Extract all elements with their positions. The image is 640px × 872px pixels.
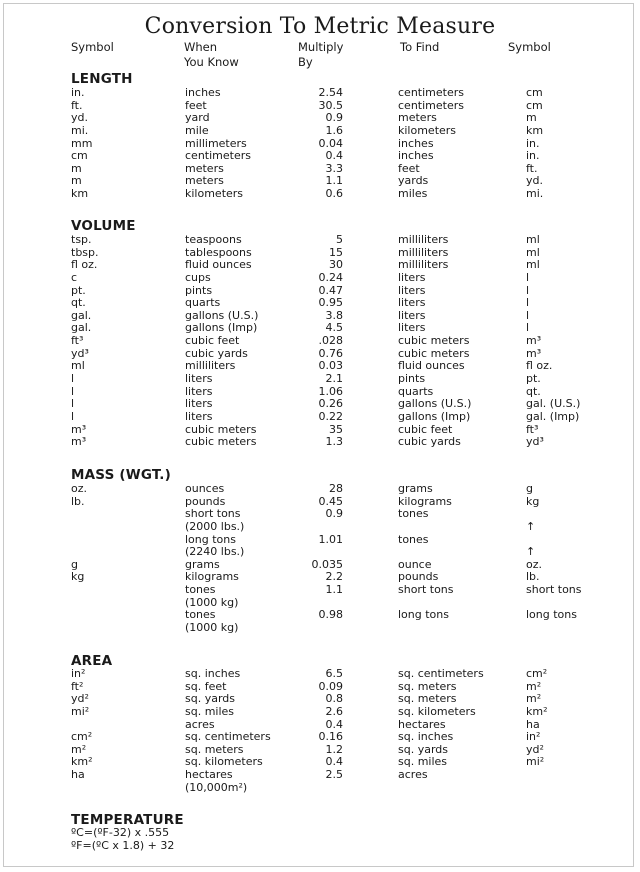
multiply-by-cell: 15	[329, 245, 343, 259]
to-find-cell: pints	[398, 372, 426, 386]
multiply-by-cell: 2.5	[325, 768, 343, 782]
to-find-cell: sq. meters	[398, 679, 457, 693]
when-you-know-cell: gallons (U.S.)	[185, 308, 259, 322]
result-symbol-cell: l	[526, 308, 530, 322]
when-you-know-cell: pints	[185, 283, 213, 297]
symbol-cell: km²	[71, 755, 93, 769]
result-symbol-cell: cm	[526, 98, 543, 112]
table-row	[0, 534, 640, 547]
to-find-cell: gallons (U.S.)	[398, 397, 472, 411]
when-you-know-cell: tones	[185, 608, 216, 622]
symbol-cell: ft.	[71, 98, 83, 112]
table-row	[0, 163, 640, 176]
to-find-cell: milliliters	[398, 245, 449, 259]
when-you-know-cell: (2240 lbs.)	[185, 545, 245, 559]
volume-table	[0, 234, 640, 449]
multiply-by-cell: 3.3	[325, 161, 343, 175]
to-find-cell: sq. centimeters	[398, 667, 484, 680]
symbol-cell: m²	[71, 742, 87, 756]
multiply-by-cell: 0.98	[318, 608, 343, 622]
multiply-by-cell: 2.2	[325, 570, 343, 584]
table-row	[0, 373, 640, 386]
to-find-cell: liters	[398, 296, 426, 310]
table-row	[0, 310, 640, 323]
multiply-by-cell: 1.1	[325, 583, 343, 597]
when-you-know-cell: gallons (Imp)	[185, 321, 258, 335]
symbol-cell: m³	[71, 435, 87, 449]
when-you-know-cell: kilograms	[185, 570, 239, 584]
header-symbol: Symbol	[71, 40, 114, 54]
to-find-cell: kilograms	[398, 494, 452, 508]
to-find-cell: fluid ounces	[398, 359, 465, 373]
when-you-know-cell: tablespoons	[185, 245, 252, 259]
section-title-temperature: TEMPERATURE	[71, 812, 184, 828]
when-you-know-cell: (10,000m²)	[185, 780, 248, 794]
when-you-know-cell: cubic yards	[185, 346, 248, 360]
to-find-cell: inches	[398, 149, 434, 163]
symbol-cell: l	[71, 372, 75, 386]
result-symbol-cell: pt.	[526, 372, 541, 386]
result-symbol-cell: mi²	[526, 755, 545, 769]
multiply-by-cell: 0.03	[318, 359, 343, 373]
multiply-by-cell: 0.22	[318, 409, 343, 423]
when-you-know-cell: meters	[185, 161, 224, 175]
to-find-cell: milliliters	[398, 258, 449, 272]
symbol-cell: gal.	[71, 321, 92, 335]
when-you-know-cell: sq. kilometers	[185, 755, 263, 769]
multiply-by-cell: 28	[329, 482, 343, 495]
symbol-cell: l	[71, 397, 75, 411]
result-symbol-cell: gal. (U.S.)	[526, 397, 581, 411]
symbol-cell: pt.	[71, 283, 86, 297]
when-you-know-cell: (2000 lbs.)	[185, 519, 245, 533]
table-row	[0, 360, 640, 373]
multiply-by-cell: 1.3	[325, 435, 343, 449]
table-row	[0, 112, 640, 125]
multiply-by-cell: 0.9	[325, 507, 343, 521]
table-row	[0, 424, 640, 437]
when-you-know-cell: millimeters	[185, 136, 247, 150]
to-find-cell: sq. miles	[398, 755, 448, 769]
when-you-know-cell: sq. meters	[185, 742, 244, 756]
symbol-cell: c	[71, 270, 78, 284]
multiply-by-cell: 3.8	[325, 308, 343, 322]
multiply-by-cell: 0.76	[318, 346, 343, 360]
celsius-formula: ºC=(ºF-32) x .555	[71, 826, 170, 839]
symbol-cell: cm²	[71, 730, 93, 744]
fahrenheit-formula: ºF=(ºC x 1.8) + 32	[71, 839, 175, 852]
symbol-cell: kg	[71, 570, 85, 584]
multiply-by-cell: 0.26	[318, 397, 343, 411]
result-symbol-cell: ha	[526, 717, 540, 731]
multiply-by-cell: 0.16	[318, 730, 343, 744]
table-row	[0, 769, 640, 782]
result-symbol-cell: l	[526, 283, 530, 297]
result-symbol-cell: l	[526, 296, 530, 310]
when-you-know-cell: milliliters	[185, 359, 236, 373]
multiply-by-cell: 0.24	[318, 270, 343, 284]
when-you-know-cell: inches	[185, 86, 221, 99]
result-symbol-cell: in²	[526, 730, 541, 744]
to-find-cell: miles	[398, 187, 428, 201]
multiply-by-cell: 0.45	[318, 494, 343, 508]
multiply-by-cell: 0.04	[318, 136, 343, 150]
to-find-cell: tones	[398, 507, 429, 521]
symbol-cell: ml	[71, 359, 85, 373]
when-you-know-cell: acres	[185, 717, 215, 731]
when-you-know-cell: sq. centimeters	[185, 730, 271, 744]
to-find-cell: yards	[398, 174, 429, 188]
symbol-cell: tbsp.	[71, 245, 99, 259]
to-find-cell: centimeters	[398, 98, 464, 112]
when-you-know-cell: liters	[185, 397, 213, 411]
multiply-by-cell: 0.4	[325, 755, 343, 769]
when-you-know-cell: liters	[185, 384, 213, 398]
table-row	[0, 756, 640, 769]
result-symbol-cell: yd.	[526, 174, 543, 188]
to-find-cell: sq. yards	[398, 742, 448, 756]
symbol-cell: m³	[71, 422, 87, 436]
symbol-cell: yd²	[71, 692, 89, 706]
multiply-by-cell: 30	[329, 258, 343, 272]
symbol-cell: lb.	[71, 494, 85, 508]
table-row	[0, 546, 640, 559]
symbol-cell: in²	[71, 667, 86, 680]
length-table	[0, 87, 640, 201]
symbol-cell: tsp.	[71, 233, 92, 246]
when-you-know-cell: sq. inches	[185, 667, 241, 680]
table-row	[0, 559, 640, 572]
symbol-cell: ft²	[71, 679, 84, 693]
to-find-cell: acres	[398, 768, 428, 782]
multiply-by-cell: 6.5	[325, 667, 343, 680]
multiply-by-cell: 4.5	[325, 321, 343, 335]
section-title-area: AREA	[71, 653, 113, 669]
when-you-know-cell: kilometers	[185, 187, 244, 201]
page-title: Conversion To Metric Measure	[144, 14, 496, 39]
to-find-cell: long tons	[398, 608, 449, 622]
multiply-by-cell: 2.1	[325, 372, 343, 386]
multiply-by-cell: 0.035	[311, 557, 343, 571]
symbol-cell: mm	[71, 136, 93, 150]
to-find-cell: cubic meters	[398, 334, 470, 348]
symbol-cell: ft³	[71, 334, 84, 348]
result-symbol-cell: in.	[526, 136, 540, 150]
table-row	[0, 175, 640, 188]
result-symbol-cell: oz.	[526, 557, 543, 571]
when-you-know-cell: teaspoons	[185, 233, 242, 246]
to-find-cell: quarts	[398, 384, 434, 398]
to-find-cell: cubic feet	[398, 422, 453, 436]
when-you-know-cell: (1000 kg)	[185, 621, 239, 635]
result-symbol-cell: km²	[526, 704, 548, 718]
header-multiply-by: Multiply By	[298, 40, 344, 69]
to-find-cell: grams	[398, 482, 433, 495]
result-symbol-cell: ft.	[526, 161, 538, 175]
table-row	[0, 100, 640, 113]
result-symbol-cell: m²	[526, 692, 542, 706]
result-symbol-cell: qt.	[526, 384, 541, 398]
table-row	[0, 521, 640, 534]
to-find-cell: liters	[398, 283, 426, 297]
symbol-cell: mi²	[71, 704, 90, 718]
result-symbol-cell: g	[526, 482, 533, 495]
result-symbol-cell: ml	[526, 233, 540, 246]
result-symbol-cell: m³	[526, 346, 542, 360]
table-row	[0, 622, 640, 635]
to-find-cell: milliliters	[398, 233, 449, 246]
header-to-find: To Find	[400, 40, 440, 54]
result-symbol-cell: long tons	[526, 608, 577, 622]
result-symbol-cell: m²	[526, 679, 542, 693]
table-row	[0, 744, 640, 757]
to-find-cell: cubic meters	[398, 346, 470, 360]
result-symbol-cell: fl oz.	[526, 359, 553, 373]
table-row	[0, 335, 640, 348]
multiply-by-cell: 0.95	[318, 296, 343, 310]
symbol-cell: km	[71, 187, 89, 201]
to-find-cell: pounds	[398, 570, 439, 584]
table-row	[0, 609, 640, 622]
to-find-cell: sq. meters	[398, 692, 457, 706]
table-row	[0, 297, 640, 310]
table-row	[0, 436, 640, 449]
result-symbol-cell: mi.	[526, 187, 544, 201]
to-find-cell: inches	[398, 136, 434, 150]
result-symbol-cell: ml	[526, 258, 540, 272]
when-you-know-cell: cups	[185, 270, 211, 284]
to-find-cell: cubic yards	[398, 435, 461, 449]
section-title-mass: MASS (WGT.)	[71, 467, 171, 483]
when-you-know-cell: fluid ounces	[185, 258, 252, 272]
multiply-by-cell: 1.6	[325, 123, 343, 137]
when-you-know-cell: sq. yards	[185, 692, 235, 706]
multiply-by-cell: 0.4	[325, 717, 343, 731]
symbol-cell: ha	[71, 768, 85, 782]
when-you-know-cell: feet	[185, 98, 207, 112]
table-row	[0, 87, 640, 100]
when-you-know-cell: yard	[185, 111, 210, 125]
symbol-cell: oz.	[71, 482, 88, 495]
when-you-know-cell: cubic meters	[185, 435, 257, 449]
symbol-cell: mi.	[71, 123, 89, 137]
table-row	[0, 150, 640, 163]
when-you-know-cell: sq. miles	[185, 704, 235, 718]
when-you-know-cell: mile	[185, 123, 209, 137]
when-you-know-cell: quarts	[185, 296, 221, 310]
to-find-cell: tones	[398, 532, 429, 546]
to-find-cell: liters	[398, 308, 426, 322]
when-you-know-cell: short tons	[185, 507, 241, 521]
symbol-cell: qt.	[71, 296, 86, 310]
up-arrow-icon: ↑	[526, 519, 536, 533]
table-row	[0, 411, 640, 424]
result-symbol-cell: m³	[526, 334, 542, 348]
section-title-volume: VOLUME	[71, 218, 136, 234]
symbol-cell: gal.	[71, 308, 92, 322]
table-row	[0, 731, 640, 744]
result-symbol-cell: m	[526, 111, 537, 125]
multiply-by-cell: 0.8	[325, 692, 343, 706]
multiply-by-cell: 1.2	[325, 742, 343, 756]
symbol-cell: g	[71, 557, 78, 571]
when-you-know-cell: cubic feet	[185, 334, 240, 348]
multiply-by-cell: 0.9	[325, 111, 343, 125]
result-symbol-cell: kg	[526, 494, 540, 508]
to-find-cell: hectares	[398, 717, 446, 731]
multiply-by-cell: 1.1	[325, 174, 343, 188]
multiply-by-cell: 0.4	[325, 149, 343, 163]
when-you-know-cell: sq. feet	[185, 679, 227, 693]
when-you-know-cell: liters	[185, 409, 213, 423]
result-symbol-cell: cm	[526, 86, 543, 99]
table-row	[0, 188, 640, 201]
multiply-by-cell: 2.6	[325, 704, 343, 718]
when-you-know-cell: pounds	[185, 494, 226, 508]
multiply-by-cell: 30.5	[318, 98, 343, 112]
when-you-know-cell: ounces	[185, 482, 225, 495]
table-row	[0, 706, 640, 719]
table-row	[0, 782, 640, 795]
table-row	[0, 272, 640, 285]
to-find-cell: sq. inches	[398, 730, 454, 744]
table-row	[0, 234, 640, 247]
symbol-cell: yd³	[71, 346, 89, 360]
result-symbol-cell: cm²	[526, 667, 548, 680]
symbol-cell: yd.	[71, 111, 88, 125]
to-find-cell: gallons (Imp)	[398, 409, 471, 423]
multiply-by-cell: 0.47	[318, 283, 343, 297]
to-find-cell: centimeters	[398, 86, 464, 99]
multiply-by-cell: 5	[336, 233, 343, 246]
multiply-by-cell: .028	[318, 334, 343, 348]
result-symbol-cell: yd²	[526, 742, 544, 756]
to-find-cell: liters	[398, 270, 426, 284]
symbol-cell: m	[71, 174, 82, 188]
mass-table	[0, 483, 640, 635]
result-symbol-cell: gal. (Imp)	[526, 409, 580, 423]
multiply-by-cell: 0.09	[318, 679, 343, 693]
table-row	[0, 483, 640, 496]
when-you-know-cell: grams	[185, 557, 220, 571]
table-row	[0, 125, 640, 138]
when-you-know-cell: (1000 kg)	[185, 595, 239, 609]
symbol-cell: in.	[71, 86, 85, 99]
to-find-cell: kilometers	[398, 123, 457, 137]
multiply-by-cell: 35	[329, 422, 343, 436]
symbol-cell: fl oz.	[71, 258, 98, 272]
area-table	[0, 668, 640, 794]
table-row	[0, 496, 640, 509]
to-find-cell: liters	[398, 321, 426, 335]
section-title-length: LENGTH	[71, 71, 133, 87]
table-row	[0, 681, 640, 694]
multiply-by-cell: 1.01	[318, 532, 343, 546]
table-row	[0, 668, 640, 681]
result-symbol-cell: short tons	[526, 583, 582, 597]
to-find-cell: meters	[398, 111, 437, 125]
result-symbol-cell: l	[526, 321, 530, 335]
to-find-cell: short tons	[398, 583, 454, 597]
result-symbol-cell: in.	[526, 149, 540, 163]
when-you-know-cell: tones	[185, 583, 216, 597]
when-you-know-cell: meters	[185, 174, 224, 188]
header-when-you-know: When You Know	[184, 40, 239, 69]
up-arrow-icon: ↑	[526, 545, 536, 559]
table-row	[0, 138, 640, 151]
to-find-cell: ounce	[398, 557, 432, 571]
result-symbol-cell: ml	[526, 245, 540, 259]
symbol-cell: l	[71, 409, 75, 423]
multiply-by-cell: 1.06	[318, 384, 343, 398]
to-find-cell: sq. kilometers	[398, 704, 476, 718]
when-you-know-cell: centimeters	[185, 149, 251, 163]
result-symbol-cell: km	[526, 123, 544, 137]
when-you-know-cell: liters	[185, 372, 213, 386]
result-symbol-cell: ft³	[526, 422, 539, 436]
multiply-by-cell: 0.6	[325, 187, 343, 201]
when-you-know-cell: hectares	[185, 768, 233, 782]
result-symbol-cell: l	[526, 270, 530, 284]
table-row	[0, 584, 640, 597]
symbol-cell: cm	[71, 149, 88, 163]
multiply-by-cell: 2.54	[318, 86, 343, 99]
symbol-cell: m	[71, 161, 82, 175]
result-symbol-cell: lb.	[526, 570, 540, 584]
symbol-cell: l	[71, 384, 75, 398]
when-you-know-cell: cubic meters	[185, 422, 257, 436]
to-find-cell: feet	[398, 161, 420, 175]
header-symbol-result: Symbol	[508, 40, 551, 54]
when-you-know-cell: long tons	[185, 532, 236, 546]
table-row	[0, 508, 640, 521]
result-symbol-cell: yd³	[526, 435, 544, 449]
